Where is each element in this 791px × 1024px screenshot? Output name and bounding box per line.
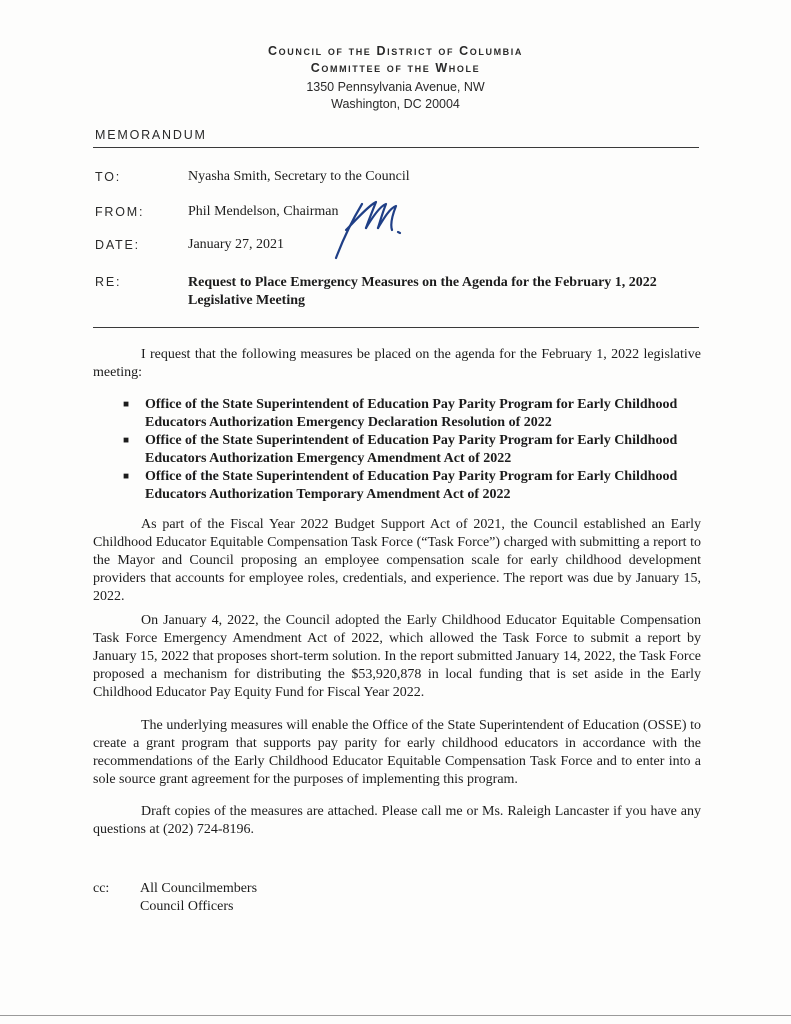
- page-bottom-edge: [0, 1015, 791, 1016]
- cc-recipient: Council Officers: [140, 899, 234, 914]
- letterhead-address-line2: Washington, DC 20004: [331, 97, 460, 111]
- cc-recipient: All Councilmembers: [140, 881, 258, 896]
- measures-list: [120, 396, 702, 504]
- header-divider-top: [93, 147, 699, 148]
- from-label: FROM:: [95, 205, 145, 219]
- re-label: RE:: [95, 275, 122, 289]
- date-label: DATE:: [95, 238, 140, 252]
- bullet-icon: ■: [123, 471, 130, 482]
- to-value: Nyasha Smith, Secretary to the Council: [188, 169, 410, 184]
- intro-paragraph: I request that the following measures be placed on the agenda for the February 1, 2022 legislative meeting:: [93, 347, 701, 380]
- letterhead-committee-name: Committee of the Whole: [310, 61, 481, 75]
- paragraph-emergency-amendment: On January 4, 2022, the Council adopted the Early Childhood Educator Equitable Compensation Task Force Emergency Amendment Act of 2022, which allowed the Task Force to submit a report by January 15, 2022 that proposes short-term solution. In the report submitted January 14, 2022, the Task Force proposed a mechanism for distributing the $53,920,878 in local funding that is set aside in the Early Childhood Educator Pay Equity Fund for Fiscal Year 2022.: [93, 613, 701, 700]
- bullet-icon: ■: [123, 399, 130, 410]
- measure-item: ■ Office of the State Superintendent of Education Pay Parity Program for Early Childhood Educators Authorization Emergency Amendment Act of 2022: [123, 433, 678, 466]
- letterhead-address-line1: 1350 Pennsylvania Avenue, NW: [306, 80, 485, 94]
- paragraph-osse-grant-program: The underlying measures will enable the Office of the State Superintendent of Education (OSSE) to create a grant program that supports pay parity for early childhood educators in accordance with the recommendations of the Early Childhood Educator Equitable Compensation Task Force and to enter into a sole source grant agreement for the purposes of implementing this program.: [93, 718, 701, 787]
- date-value: January 27, 2021: [188, 237, 285, 252]
- measure-item: ■ Office of the State Superintendent of Education Pay Parity Program for Early Childhood Educators Authorization Emergency Declaration Resolution of 2022: [123, 397, 678, 430]
- letterhead-council-name: Council of the District of Columbia: [268, 44, 523, 58]
- paragraph-task-force-background: As part of the Fiscal Year 2022 Budget Support Act of 2021, the Council established an Early Childhood Educator Equitable Compensation Task Force (“Task Force”) charged with submitting a report to the Mayor and Council proposing an employee compensation scale for early childhood development providers that accounts for employee roles, credentials, and experience. The report was due by January 15, 2022.: [93, 517, 701, 604]
- cc-label: cc:: [93, 881, 110, 896]
- paragraph-contact: Draft copies of the measures are attached. Please call me or Ms. Raleigh Lancaster if you have any questions at (202) 724-8196.: [93, 804, 701, 837]
- signature-initials: [328, 196, 408, 262]
- from-value: Phil Mendelson, Chairman: [188, 204, 339, 219]
- to-label: TO:: [95, 170, 122, 184]
- re-subject: Request to Place Emergency Measures on the Agenda for the February 1, 2022 Legislative Meeting: [188, 275, 657, 308]
- header-divider-bottom: [93, 327, 699, 328]
- memorandum-label: MEMORANDUM: [95, 128, 207, 142]
- bullet-icon: ■: [123, 435, 130, 446]
- measure-item: ■ Office of the State Superintendent of Education Pay Parity Program for Early Childhood Educators Authorization Temporary Amendment Act of 2022: [123, 469, 678, 502]
